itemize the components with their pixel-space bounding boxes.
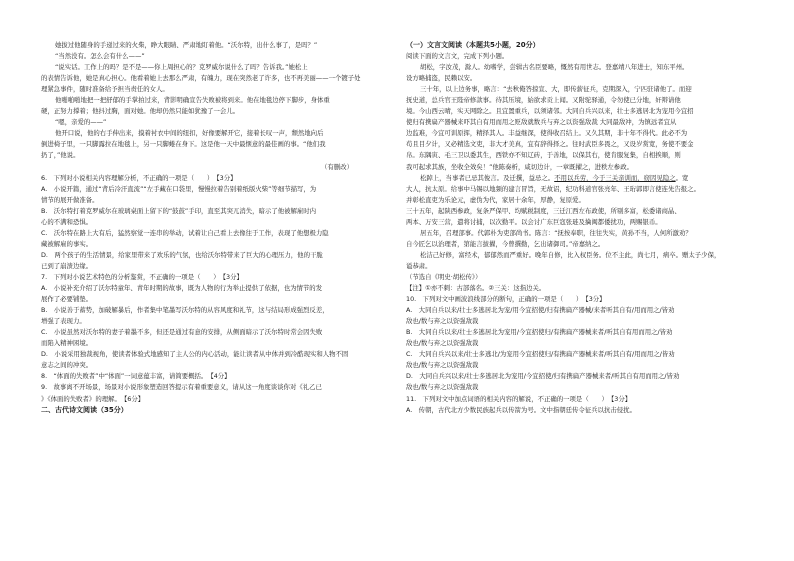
text-line: 设方略捕盗，民赖以安。 — [406, 74, 477, 83]
text-line: （一）文言文阅读（本题共5小题，20分） — [406, 41, 540, 49]
text-line: 胡松，字汝茂，滁人。幼嗜学，尝辑古名臣要略，慨然有用世志。登嘉靖八年进士，知东平州。 — [420, 63, 689, 72]
text-line: 的表情告诉他，她是真心担心。他看着她上去那么严肃，有魄力，现在突然老了许多，也不再美丽——一个镀子处 — [41, 74, 361, 83]
text-line: 意志之间的冲突。 — [41, 361, 93, 370]
text-line: 帛。东隅寅、毛三卫以委其生，西铁亦不知辽砖，于善地，以保其右，使肯服复集，自相挨顺，则 — [406, 151, 681, 160]
text-line: 边监难，今宜可训原挥，精择其人。丰益继深，使得收召结上。又久其期，非十年不得代。此必不为 — [406, 129, 688, 138]
text-line: 增强了表现力。 — [41, 317, 86, 326]
right-column — [406, 40, 754, 416]
text-line: 7. 下列对小说艺术特色的分析鉴赏，不正确的一项是（ ） 【3分】 — [41, 272, 243, 281]
text-line: 抚史道，总兵官王陛帝修款事。待其压境，始欲求贡上闻。又附驼驿通，令勿使已分地，奸辩请他 — [406, 96, 681, 105]
text-line: 藏被解雇的事实。 — [41, 239, 93, 248]
text-line: 情节的展开做准备。 — [41, 195, 99, 204]
text-line: 10. 下列对文中画波浪线部分的断句，正确的一项是（ ） 【3分】 — [406, 295, 606, 304]
text-line: 扔了，”他说。 — [41, 151, 80, 160]
text-line: D. 小说采用独裁视角，使读者体验式地感知了主人公的内心活动，能让读者从中体并到冷酷现实和人物不固 — [41, 350, 349, 359]
text-line: 展作了必要铺垫。 — [41, 295, 93, 304]
text-line: B. 沃尔特打着克罗威尔在玻璃桌面上留下的“鼓鼓”手印，直至其突兀消失，暗示了他被解雇时内 — [41, 206, 317, 215]
text-line: 他啪啪啪地把一把舒郁的手掌拍过来，背影明确宣告失败被将到来。他在地毯边停下脚步，身体重 — [55, 96, 330, 105]
text-line: 居五年，召理部事。代郭朴为吏部尚书。陈言：“抚按奉职，往往失实，黄孙不当，人何所激劝？ — [420, 228, 692, 237]
text-line: 9. 故事离不开场景，场景对小说形象塑造回答提示有着重要意义，请从这一角度谈谈你对《礼乙已 — [41, 383, 322, 392]
text-line: 谥恭肃。 — [406, 261, 432, 270]
text-line: 敌也/数与弃之以资强敌裁 — [406, 383, 479, 392]
text-line: 使归有携扁产器械来吓其自有用而用之贬敌就数兵与弃之以资强敌裁 大同最敌冲，为镇远者宜从 — [406, 118, 677, 127]
text-line: 》《体面的失败者》的理解。 【6分】 — [41, 394, 145, 403]
text-line: 她拔过他随身的手递过来的火柴，睁大眼睛、严肃地盯着他。“沃尔特，出什么事了，是吗？” — [55, 41, 318, 49]
text-line: D. 大同自兵兴以来/壮士多逃居北为宠用/今宜招使/归有携扁产器械来者/听其自有用而用之/皆劝 — [406, 372, 680, 381]
text-line: 敌也/数与弃之以资强敌裁 — [406, 361, 479, 370]
text-line: 境。今山西云晴，实天网除之。且宜置重兵，以须诸邻。大同自兵兴以来，壮士多逃居北为宠用今宜招 — [406, 107, 694, 116]
text-line: 硬，正努力撑着；他抖过胸，面对她。他却仍然只能如犹豫了一会儿。 — [41, 107, 240, 116]
text-line: 心的不满和恐惧。 — [41, 217, 93, 226]
text-line: 三十五年，起陕西参政，复条严保甲、均赋税制度，三迁江西左布政使，所剔多富，松委诸商晶、 — [406, 206, 681, 215]
text-line: 理紧急事件，随时准备给予担当责任的女人。 — [41, 85, 169, 94]
text-line: C. 沃尔特在路上大有后，猛然察觉一连串的举动，试着让自己看上去像往于工作，表现了他想极力隐 — [41, 228, 329, 237]
text-line: A. 传朝，古代北方少数民族起兵以传箭为号。文中指朝廷传令征兵以抗击侵扰。 — [406, 405, 636, 414]
text-line: “当然没有。怎么会有什么——” — [55, 52, 145, 61]
text-line: 松踔上，当事者已忌其俊言。及迁撰，益忌之。不用以兵劳，今于三关亲训而，窃因见隐之。宽 — [420, 173, 689, 182]
text-line: 苟且目夕计，又必精选文吏，非大才美真，宜有辞得择之。往时武臣多畏之，又设岁赏宽，务使不要金 — [406, 140, 694, 149]
text-line: 两本、万安三营，遣将讨捕，以次勤平。以会讨广东巨寇张琏及擒闽都倭扰功，两赐银币。 — [406, 217, 662, 226]
text-line: 【注】①亦不刺：古部落名。②三关：这指边关。 — [406, 284, 546, 293]
text-line: 松洁己好修，富经术，郁郁然而严重好。晚年自修，比入权臣务。位不主此，尚七月，病卒。赠太子少保， — [420, 250, 721, 259]
text-line: （节选自《明史·胡松传》） — [406, 272, 482, 281]
text-line: C. 小说虽然对沃尔特的妻子着墨不多，但还是通过有意的安排，从侧面暗示了沃尔特时常会因失败 — [41, 328, 323, 337]
text-line: 并彰松直吏为乐论元，虚伪为代，家居十余年，厚静，复原爱。 — [406, 195, 585, 204]
text-line: 已到了崩溃边缘。 — [41, 261, 93, 270]
text-line: 他开口说，他的右手伸出来，摸着衬衣中间的纽扣，好像要解开它，接着长叹一声，颓然地向后 — [55, 129, 324, 138]
text-line: 三十年，以上边务事，略言：“去秋俺答掠宣、大，即传薪征兵，克期深入，宁匹驻诸他了。而迎 — [420, 85, 692, 94]
text-line: 阅读下面的文言文，完成下列小题。 — [406, 52, 509, 61]
text-line: 敌也/数与弃之以资强敌裁 — [406, 317, 479, 326]
text-line: B. 大同自兵以来/壮士多逃居北为宠用/今宜招使归/有携扁产器械来者/听其自有用而用之/皆劝 — [406, 328, 673, 337]
text-line: A. 小说补充介绍了沃尔特童年、青年时期的故事，既为人物的行为举止提供了依据，也为情节的发 — [41, 284, 323, 293]
text-line: （有删改） — [321, 162, 353, 171]
text-line: 而陷入精神困境。 — [41, 339, 93, 348]
text-line: C. 大同自兵兴以来/壮士多逃北/为宠用今宜招使归/有携扁产器械来者/听其自有/用而用之/皆劝 — [406, 350, 675, 359]
text-line: B. 小说善于蓄势，加破解暴后，作者集中笔墨写沃尔特的从容风度和礼节，这与结局形成强烈反差， — [41, 306, 329, 315]
text-line: 我可起求其族，坐收全效矣！”他陈奏析，咸切边计，一章既擢之，进秩左参政。 — [406, 162, 633, 171]
text-line: 6. 下列对小说相关内容理解分析，不正确的一项是（ ） 【3分】 — [41, 173, 237, 182]
text-line: 大人，抗太原。给事中马锡以地频的建言冒旨，无故诏，纪功科道官张亮年、王珩郭即言使连先告报之。 — [406, 184, 700, 193]
text-line: 自今匠乞以治理者，第能言拔擢，今曾撰勤，乞出诸御司。”帝嘉纳之。 — [406, 239, 605, 248]
text-line: 8. “体面的失败者”中“体面”一词意蕴丰富，请简要概括。 【4分】 — [41, 372, 231, 381]
text-line: A. 小说开篇，通过“背后冷汗直流”“左手藏在口袋里，慢慢拉着告别着纸版火柴”等细节描写，为 — [41, 184, 317, 193]
text-line: D. 两个孩子的生活情景，给家里带来了欢乐的气氛，也给沃尔特带来了巨大的心理压力，他的干脆 — [41, 250, 323, 259]
left-column — [41, 40, 389, 416]
text-line: 二、古代诗文阅读（35分） — [41, 405, 128, 414]
text-line: “嗯，亲爱的——” — [55, 118, 107, 127]
text-line: 11. 下列对文中加点词语的相关内容的解说，不正确的一项是（ ） 【3分】 — [406, 394, 632, 403]
text-line: 倒进椅子里，一只脚露拉在地毯上，另一只脚蜷在身下。这是他一天中最惬意的最佳画的事。“他们我 — [41, 140, 326, 149]
text-line: A. 大同自兵以来/壮士多逃居北为宠/用今宜招使/归有携扁产器械/来者听其自有/用而用之/皆劝 — [406, 306, 675, 315]
text-line: “说实话。工作上的吗？是不是——你上周担心的？克罗威尔说什么了吗？告诉我。”她松上 — [55, 63, 308, 72]
text-line: 敌也/数与弃之以资强敌裁 — [406, 339, 479, 348]
